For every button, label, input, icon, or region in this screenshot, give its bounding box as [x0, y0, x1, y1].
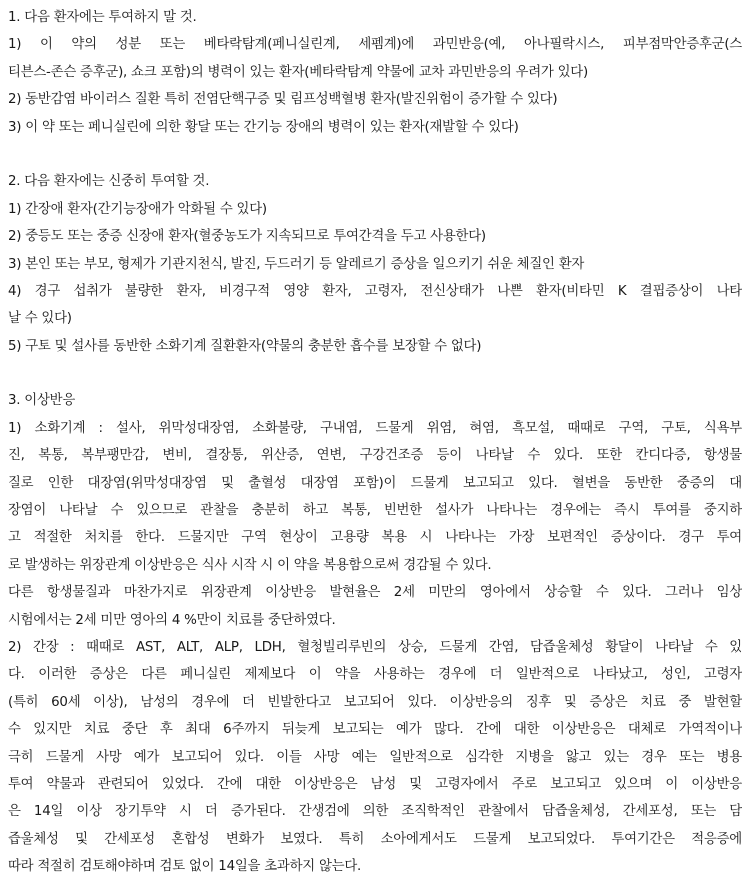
blank-line	[8, 360, 742, 387]
text-line: 날 수 있다)	[8, 311, 72, 327]
text-line: 은 14일 이상 장기투약 시 더 증가된다. 간생검에 의한 조직학적인 관찰에서 담즙울체성, 간세포성, 또는 담	[8, 804, 742, 820]
text-line: 다른 항생물질과 마찬가지로 위장관계 이상반응 발현율은 2세 미만의 영아에서 상승할 수 있다. 그러나 임상	[8, 585, 742, 601]
text-line: 1) 이 약의 성분 또는 베타락탐계(페니실린계, 세펨계)에 과민반응(예, 아나필락시스, 피부점막안증후군(스	[8, 37, 742, 53]
text-line: 고 적절한 처치를 한다. 드물지만 구역 현상이 고용량 복용 시 나타나는 가장 보편적인 증상이다. 경구 투여	[8, 530, 742, 546]
text-line: 2) 간장 : 때때로 AST, ALT, ALP, LDH, 혈청빌리루빈의 상승, 드물게 간염, 담즙울체성 황달이 나타날 수 있	[8, 639, 742, 655]
text-line: 2) 동반감염 바이러스 질환 특히 전염단핵구증 및 림프성백혈병 환자(발진위험이 증가할 수 있다)	[8, 92, 558, 108]
section-heading: 2. 다음 환자에는 신중히 투여할 것.	[8, 174, 210, 190]
text-line: 2) 중등도 또는 중증 신장애 환자(혈중농도가 지속되므로 투여간격을 두고 사용한다)	[8, 229, 486, 245]
text-line: 따라 적절히 검토해야하며 검토 없이 14일을 초과하지 않는다.	[8, 859, 362, 875]
blank-line	[8, 141, 742, 168]
text-line: 즙울체성 및 간세포성 혼합성 변화가 보였다. 특히 소아에게서도 드물게 보고되었다. 투여기간은 적응증에	[8, 831, 742, 847]
text-line: 5) 구토 및 설사를 동반한 소화기계 질환환자(약물의 충분한 흡수를 보장할 수 없다)	[8, 338, 482, 354]
section-caution	[8, 168, 742, 360]
text-line: 로 발생하는 위장관계 이상반응은 식사 시작 시 이 약을 복용함으로써 경감될 수 있다.	[8, 557, 492, 573]
text-line: 장염이 나타날 수 있으므로 관찰을 충분히 하고 복통, 빈번한 설사가 나타나는 경우에는 즉시 투여를 중지하	[8, 503, 742, 519]
text-line: 티븐스-존슨 증후군), 쇼크 포함)의 병력이 있는 환자(베타락탐계 약물에 교차 과민반응의 우려가 있다)	[8, 64, 588, 80]
section-heading: 3. 이상반응	[8, 393, 76, 409]
text-line: 투여 약물과 관련되어 있었다. 간에 대한 이상반응은 남성 및 고령자에서 주로 보고되고 있으며 이 이상반응	[8, 776, 742, 792]
text-line: 3) 이 약 또는 페니실린에 의한 황달 또는 간기능 장애의 병력이 있는 환자(재발할 수 있다)	[8, 119, 519, 135]
text-line: 질로 인한 대장염(위막성대장염 및 출혈성 대장염 포함)이 드물게 보고되고 있다. 혈변을 동반한 중증의 대	[8, 475, 742, 491]
section-heading: 1. 다음 환자에는 투여하지 말 것.	[8, 10, 197, 25]
text-line: 3) 본인 또는 부모, 형제가 기관지천식, 발진, 두드러기 등 알레르기 증상을 일으키기 쉬운 체질인 환자	[8, 256, 585, 272]
text-line: 진, 복통, 복부팽만감, 변비, 결장통, 위산증, 연변, 구강건조증 등이 나타날 수 있다. 또한 칸디다증, 항생물	[8, 448, 742, 464]
section-adverse-reactions	[8, 387, 742, 880]
text-line: 1) 소화기계 : 설사, 위막성대장염, 소화불량, 구내염, 드물게 위염, 혀염, 흑모설, 때때로 구역, 구토, 식욕부	[8, 420, 742, 436]
text-line: 극히 드물게 사망 예가 보고되어 있다. 이들 사망 예는 일반적으로 심각한 지병을 앓고 있는 경우 또는 병용	[8, 749, 742, 765]
text-line: (특히 60세 이상), 남성의 경우에 더 빈발한다고 보고되어 있다. 이상반응의 징후 및 증상은 치료 중 발현할	[8, 694, 742, 710]
text-line: 1) 간장애 환자(간기능장애가 악화될 수 있다)	[8, 201, 267, 217]
text-line: 수 있지만 치료 중단 후 최대 6주까지 뒤늦게 보고되는 예가 많다. 간에 대한 이상반응은 대체로 가역적이나	[8, 722, 742, 738]
text-line: 4) 경구 섭취가 불량한 환자, 비경구적 영양 환자, 고령자, 전신상태가 나쁜 환자(비타민 K 결핍증상이 나타	[8, 283, 742, 299]
text-line: 시험에서는 2세 미만 영아의 4 %만이 치료를 중단하였다.	[8, 612, 336, 628]
section-contraindications	[8, 4, 742, 141]
text-line: 다. 이러한 증상은 다른 페니실린 제제보다 이 약을 사용하는 경우에 더 일반적으로 나타났고, 성인, 고령자	[8, 667, 742, 683]
